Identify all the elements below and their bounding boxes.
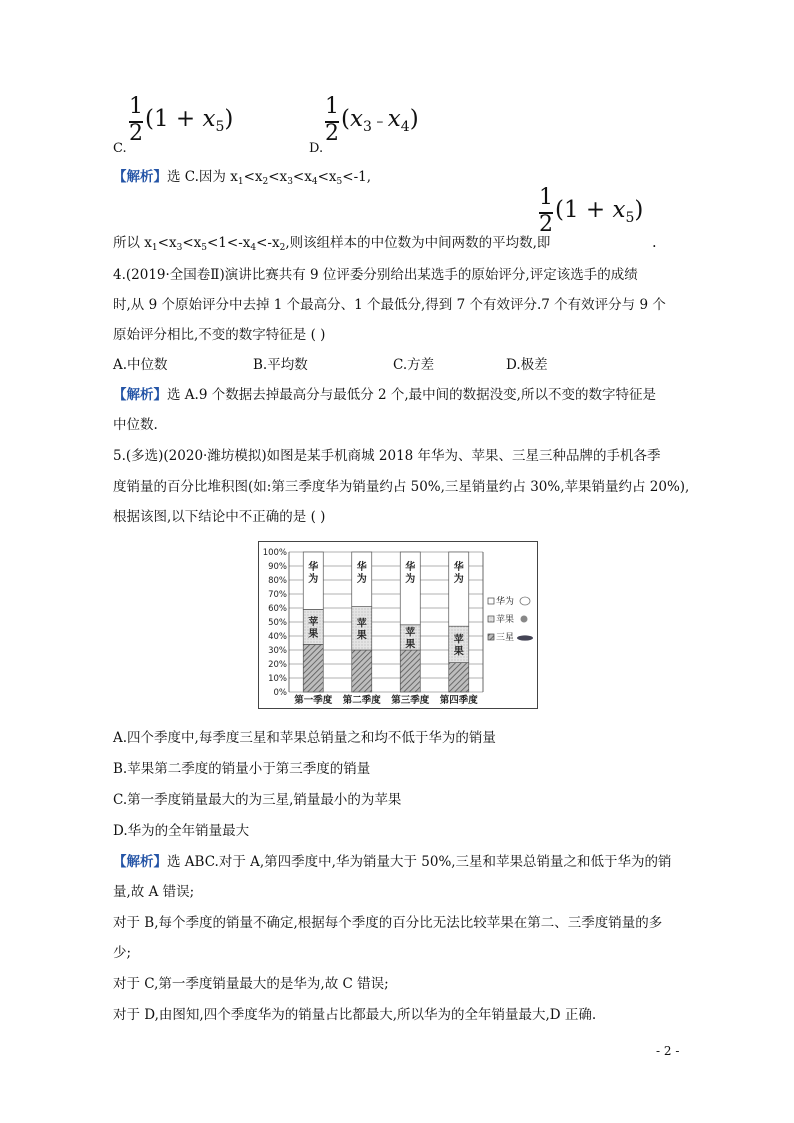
segment-label: 华 (356, 562, 367, 573)
text-run: ,则该组样本的中位数为中间两数的平均数,即 (285, 235, 551, 251)
q5-option-d: D.华为的全年销量最大 (113, 823, 250, 839)
analysis-tag: 【解析】 (113, 169, 167, 185)
y-tick-label: 70% (268, 590, 287, 600)
subscript: 1 (237, 177, 244, 187)
subscript: 4 (250, 243, 257, 253)
segment-label: 果 (356, 630, 367, 642)
y-tick-label: 0% (273, 688, 287, 698)
q4-option-b: B.平均数 (253, 357, 308, 373)
legend-label: 三星 (496, 633, 515, 643)
text-run: <x (268, 169, 288, 185)
fraction-denominator: 2 (129, 121, 143, 146)
q4-line-2: 时,从 9 个原始评分中去掉 1 个最高分、1 个最低分,得到 7 个有效评分.7 个有效评分与 9 个 (113, 297, 666, 313)
subscript: 3 (176, 243, 183, 253)
legend-swatch (488, 598, 494, 604)
bar-segment-三星 (303, 644, 323, 692)
analysis-tag: 【解析】 (113, 854, 167, 870)
y-tick-label: 50% (268, 618, 287, 628)
y-tick-label: 30% (268, 646, 287, 656)
legend-label: 苹果 (496, 615, 515, 625)
segment-label: 果 (308, 628, 319, 640)
q5-line-3: 根据该图,以下结论中不正确的是 ( ) (113, 509, 326, 525)
q4-line-3: 原始评分相比,不变的数字特征是 ( ) (113, 327, 326, 343)
y-tick-label: 100% (262, 548, 287, 558)
apple-logo-icon (521, 616, 528, 623)
y-tick-label: 40% (268, 632, 287, 642)
q5-line-1: 5.(多选)(2020·潍坊模拟)如图是某手机商城 2018 年华为、苹果、三星三种品牌的手机各季 (113, 448, 661, 464)
segment-label: 为 (405, 574, 416, 585)
q5-analysis-line-4: 少; (113, 945, 132, 961)
q5-option-b: B.苹果第二季度的销量小于第三季度的销量 (113, 761, 371, 777)
q5-option-a: A.四个季度中,每季度三星和苹果总销量之和均不低于华为的销量 (113, 730, 496, 746)
fraction-expression: $(x_3 - x_4)$ (341, 106, 419, 135)
subscript: 2 (279, 243, 286, 253)
subscript: 2 (262, 177, 269, 187)
y-tick-label: 80% (268, 576, 287, 586)
fraction-expression: $(1 + x_5)$ (555, 197, 644, 226)
text-run: <x (157, 235, 177, 251)
fraction-expression: $(1 + x_5)$ (145, 106, 234, 135)
analysis-3-fraction (538, 185, 648, 245)
q5-analysis-line-6: 对于 D,由图知,四个季度华为的销量占比都最大,所以华为的全年销量最大,D 正确. (113, 1007, 597, 1023)
segment-label: 华 (453, 562, 464, 573)
legend-swatch (488, 634, 494, 640)
q4-analysis-line-1: 【解析】选 A.9 个数据去掉最高分与最低分 2 个,最中间的数据没变,所以不变的数字特征是 (113, 387, 656, 403)
y-tick-label: 90% (268, 562, 287, 572)
segment-label: 为 (308, 574, 319, 585)
bar-segment-三星 (449, 663, 469, 692)
q4-option-c: C.方差 (393, 357, 435, 373)
segment-label: 苹 (453, 634, 464, 646)
text-run: <x (317, 169, 337, 185)
stacked-bar-chart (258, 541, 538, 709)
option-c-fraction (128, 94, 238, 154)
y-tick-label: 60% (268, 604, 287, 614)
text-run: 所以 x (113, 235, 152, 251)
segment-label: 苹 (405, 627, 416, 639)
analysis-3-line-1: 【解析】选 C.因为 $x_1<x_2<x_3<x_4<x_5<-1$, (113, 169, 372, 187)
segment-label: 为 (453, 574, 464, 585)
text-run: <x (182, 235, 202, 251)
x-tick-label: 第四季度 (439, 695, 478, 706)
q5-line-2: 度销量的百分比堆积图(如:第三季度华为销量约占 50%,三星销量约占 30%,苹果销量约占 20%), (113, 479, 690, 495)
q4-option-a: A.中位数 (113, 357, 168, 373)
x-tick-label: 第三季度 (391, 695, 430, 706)
text-run: <-1, (342, 169, 372, 185)
analysis-tag: 【解析】 (113, 387, 167, 403)
analysis-3-period: . (652, 235, 657, 251)
q4-option-d: D.极差 (506, 357, 548, 373)
option-c-letter: C. (113, 141, 127, 156)
analysis-3-inequality (238, 169, 371, 185)
x-tick-label: 第二季度 (342, 695, 381, 706)
fraction-denominator: 2 (325, 121, 339, 146)
option-d-letter: D. (309, 141, 324, 156)
subscript: 3 (287, 177, 293, 187)
q5-analysis-line-1: 【解析】选 ABC.对于 A,第四季度中,华为销量大于 50%,三星和苹果总销量之和低于华为的销 (113, 854, 672, 870)
fraction-numerator: 1 (325, 94, 339, 119)
bar-segment-三星 (400, 650, 420, 692)
page-number: - 2 - (656, 1044, 680, 1058)
text-run: <-x (256, 235, 280, 251)
segment-label: 苹 (356, 618, 367, 630)
subscript: 4 (311, 177, 318, 187)
legend-label: 华为 (496, 597, 515, 607)
q4-analysis-line-2: 中位数. (113, 417, 158, 433)
q5-analysis-line-3: 对于 B,每个季度的销量不确定,根据每个季度的百分比无法比较苹果在第二、三季度销量的多 (113, 915, 663, 931)
analysis-3-line-2 (113, 234, 550, 257)
text-run: <1<-x (206, 235, 251, 251)
samsung-logo-icon (517, 635, 533, 640)
option-d-fraction (324, 94, 434, 154)
segment-label: 苹 (308, 616, 319, 628)
fraction-numerator: 1 (129, 94, 143, 119)
bar-segment-三星 (352, 650, 372, 692)
segment-label: 华 (405, 562, 416, 573)
subscript: 5 (201, 243, 207, 253)
chart-canvas (259, 542, 537, 708)
huawei-logo-icon (520, 597, 530, 605)
legend-swatch (488, 616, 494, 622)
y-tick-label: 10% (268, 674, 287, 684)
subscript: 1 (151, 243, 158, 253)
q5-analysis-line-5: 对于 C,第一季度销量最大的是华为,故 C 错误; (113, 976, 389, 992)
q5-option-c: C.第一季度销量最大的为三星,销量最小的为苹果 (113, 792, 402, 808)
q4-line-1: 4.(2019·全国卷Ⅱ)演讲比赛共有 9 位评委分别给出某选手的原始评分,评定该选手的成绩 (113, 267, 638, 283)
x-tick-label: 第一季度 (294, 695, 333, 706)
y-tick-label: 20% (268, 660, 287, 670)
text-run: <x (292, 169, 312, 185)
segment-label: 华 (308, 562, 319, 573)
segment-label: 果 (405, 639, 416, 651)
fraction-denominator: 2 (539, 212, 553, 237)
q5-analysis-line-2: 量,故 A 错误; (113, 884, 195, 900)
segment-label: 果 (453, 646, 464, 658)
text-run: <x (243, 169, 263, 185)
segment-label: 为 (356, 574, 367, 585)
subscript: 5 (336, 177, 343, 187)
fraction-numerator: 1 (539, 185, 553, 210)
